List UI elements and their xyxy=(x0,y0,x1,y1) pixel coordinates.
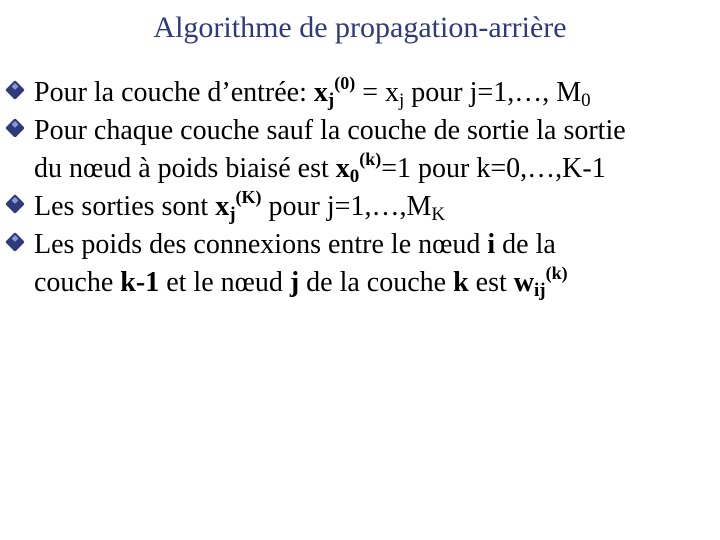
diamond-bullet-icon xyxy=(5,80,25,100)
math-var: x xyxy=(335,153,350,184)
math-sub: K xyxy=(431,204,446,225)
math-sup: (K) xyxy=(235,187,262,207)
math-sub: j xyxy=(229,204,236,225)
math-sub: ij xyxy=(534,280,546,301)
math-var: j xyxy=(289,267,300,298)
bullet-text: et le nœud xyxy=(159,267,290,298)
bullet-text: du nœud à poids biaisé est xyxy=(34,153,336,184)
bullet-text: de la xyxy=(495,229,556,260)
bullet-text: = x xyxy=(355,77,400,108)
math-sub: j xyxy=(399,90,405,111)
math-sup: (k) xyxy=(545,263,568,283)
math-sup: (k) xyxy=(359,149,382,169)
bullet-item xyxy=(6,188,718,226)
math-var: x xyxy=(215,191,230,222)
math-sub: j xyxy=(327,90,335,111)
bullet-text: pour j=1,…, M xyxy=(404,77,582,108)
math-var: k-1 xyxy=(120,267,160,298)
bullet-text: pour j=1,…,M xyxy=(261,191,432,222)
math-sub: 0 xyxy=(349,166,360,187)
bullet-text: =1 pour k=0,…,K-1 xyxy=(381,153,606,184)
math-var: k xyxy=(453,267,469,298)
slide-title: Algorithme de propagation-arrière xyxy=(153,11,567,44)
diamond-bullet-icon xyxy=(5,232,25,252)
bullet-text: couche xyxy=(34,267,121,298)
bullet-text: Pour la couche d’entrée: xyxy=(34,77,314,108)
diamond-bullet-icon xyxy=(5,118,25,138)
math-var: w xyxy=(513,267,535,298)
math-var: x xyxy=(313,77,328,108)
bullet-text: Les poids des connexions entre le nœud xyxy=(34,229,488,260)
bullet-text: Pour chaque couche sauf la couche de sortie la sortie xyxy=(34,115,626,146)
math-sup: (0) xyxy=(334,73,356,93)
bullet-text: est xyxy=(468,267,514,298)
bullet-item xyxy=(6,112,718,188)
bullet-item xyxy=(6,74,718,112)
bullet-text: de la couche xyxy=(299,267,454,298)
math-sub: 0 xyxy=(581,90,591,111)
bullet-item xyxy=(6,226,718,302)
bullet-list xyxy=(6,74,718,302)
diamond-bullet-icon xyxy=(5,194,25,214)
bullet-text: Les sorties sont xyxy=(34,191,216,222)
math-var: i xyxy=(487,229,496,260)
